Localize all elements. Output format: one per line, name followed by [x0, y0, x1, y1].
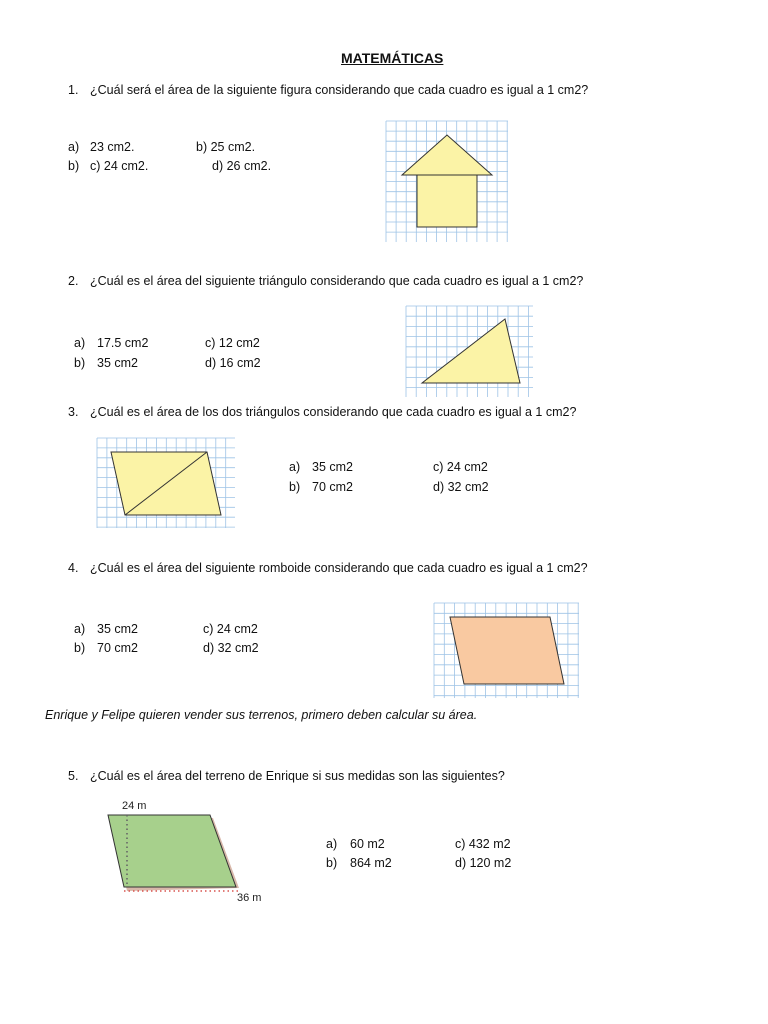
option-5c: c) 432 m2: [455, 837, 511, 851]
option-5b: 864 m2: [350, 856, 392, 870]
page-title: MATEMÁTICAS: [341, 50, 444, 66]
option-5d: d) 120 m2: [455, 856, 512, 870]
terrain-height-label: 24 m: [122, 800, 147, 812]
terrain-base-label: 36 m: [237, 892, 262, 904]
question-2-text: ¿Cuál es el área del siguiente triángulo considerando que cada cuadro es igual a 1 cm2?: [90, 274, 584, 288]
option-2a: 17.5 cm2: [97, 336, 149, 350]
option-4b: 70 cm2: [97, 641, 138, 655]
triangle-figure: [406, 306, 533, 397]
option-3b: 70 cm2: [312, 480, 353, 494]
question-5-text: ¿Cuál es el área del terreno de Enrique si sus medidas son las siguientes?: [90, 769, 505, 783]
option-1a: 23 cm2.: [90, 140, 135, 154]
intro-sentence: Enrique y Felipe quieren vender sus terrenos, primero deben calcular su área.: [45, 708, 478, 722]
house-figure: [386, 121, 508, 242]
option-4c: c) 24 cm2: [203, 622, 258, 636]
option-3b-letter: b): [289, 480, 301, 494]
option-1d: d) 26 cm2.: [212, 159, 272, 173]
question-4-text: ¿Cuál es el área del siguiente romboide considerando que cada cuadro es igual a 1 cm2?: [90, 561, 588, 575]
option-2b-letter: b): [74, 356, 86, 370]
option-4a-letter: a): [74, 622, 86, 636]
option-4a: 35 cm2: [97, 622, 138, 636]
option-5b-letter: b): [326, 856, 338, 870]
option-2a-letter: a): [74, 336, 86, 350]
option-3a-letter: a): [289, 460, 301, 474]
question-5-number: 5.: [68, 769, 79, 783]
option-2b: 35 cm2: [97, 356, 138, 370]
option-3c: c) 24 cm2: [433, 460, 488, 474]
option-5a-letter: a): [326, 837, 338, 851]
question-3-text: ¿Cuál es el área de los dos triángulos considerando que cada cuadro es igual a 1 cm2?: [90, 405, 577, 419]
option-3d: d) 32 cm2: [433, 480, 489, 494]
option-2c: c) 12 cm2: [205, 336, 260, 350]
terrain-figure: [100, 795, 280, 907]
question-1-text: ¿Cuál será el área de la siguiente figura considerando que cada cuadro es igual a 1 cm2?: [90, 83, 589, 97]
option-4b-letter: b): [74, 641, 86, 655]
option-1c-letter: b): [68, 159, 80, 173]
question-4-number: 4.: [68, 561, 79, 575]
question-1-number: 1.: [68, 83, 79, 97]
rhomboid-figure: [434, 603, 579, 698]
two-triangles-figure: [97, 438, 235, 528]
question-3-number: 3.: [68, 405, 79, 419]
option-3a: 35 cm2: [312, 460, 353, 474]
option-4d: d) 32 cm2: [203, 641, 259, 655]
option-1c: c) 24 cm2.: [90, 159, 149, 173]
option-1a-letter: a): [68, 140, 80, 154]
question-2-number: 2.: [68, 274, 79, 288]
option-2d: d) 16 cm2: [205, 356, 261, 370]
option-1b: b) 25 cm2.: [196, 140, 256, 154]
option-5a: 60 m2: [350, 837, 385, 851]
